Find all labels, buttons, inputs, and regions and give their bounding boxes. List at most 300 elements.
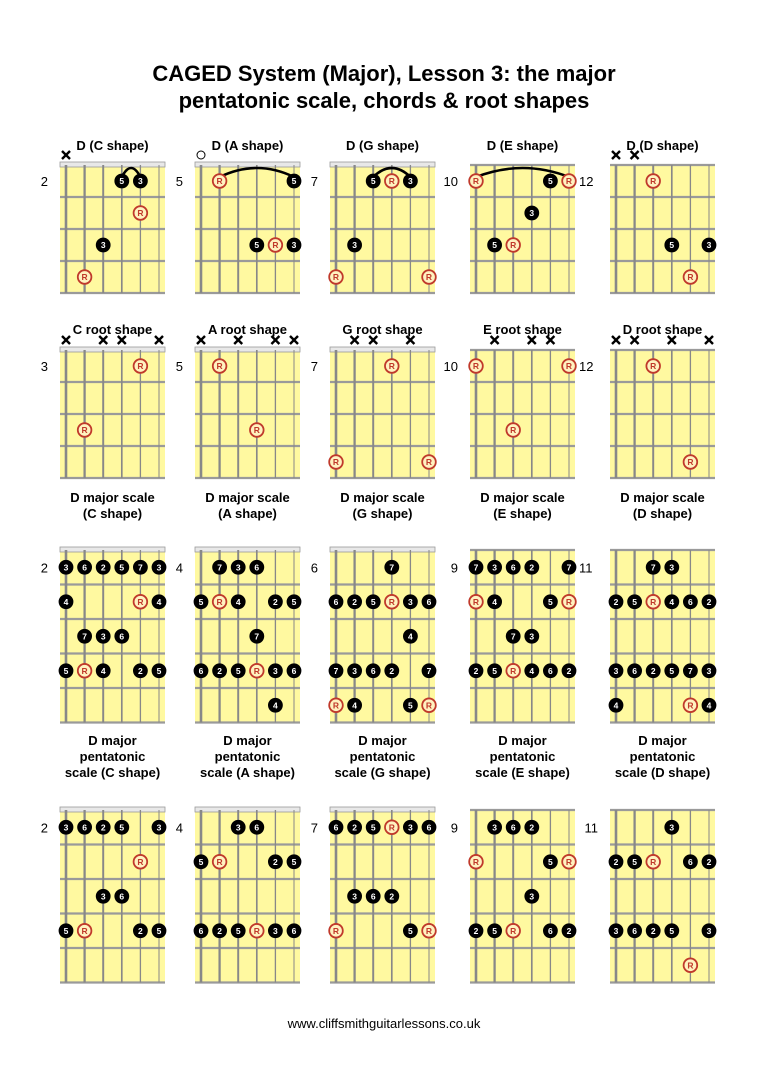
dot-label: 3	[613, 665, 619, 676]
nut	[330, 347, 435, 352]
dot-label: 4	[669, 596, 675, 607]
dot-label: 6	[632, 665, 637, 676]
root-note-dot	[469, 855, 483, 869]
dot-label: R	[216, 596, 223, 607]
dot-label: 5	[370, 822, 376, 833]
scale-degree-dot	[524, 820, 539, 835]
diagram-title: A root shape	[208, 322, 287, 337]
scale-degree-dot	[249, 820, 264, 835]
dot-label: 5	[370, 176, 376, 187]
diagram-title: pentatonic	[214, 749, 281, 764]
fretboard-diagram	[610, 322, 715, 478]
dot-label: 3	[100, 240, 106, 251]
scale-degree-dot	[231, 820, 246, 835]
dot-label: 2	[273, 596, 278, 607]
scale-degree-dot	[524, 629, 539, 644]
scale-degree-dot	[702, 663, 717, 678]
fretboard-diagram	[610, 138, 716, 293]
dot-label: 6	[198, 925, 204, 936]
diagram-title: E root shape	[483, 322, 562, 337]
root-note-dot	[250, 423, 264, 437]
diagram-title: D (G shape)	[346, 138, 419, 153]
root-note-dot	[329, 924, 343, 938]
dot-label: 2	[706, 596, 712, 607]
scale-degree-dot	[702, 238, 717, 253]
muted-string-x-icon	[612, 336, 620, 344]
scale-degree-dot	[329, 663, 344, 678]
root-note-dot	[506, 664, 520, 678]
dot-label: R	[81, 665, 88, 676]
scale-degree-dot	[366, 663, 381, 678]
dot-label: R	[388, 822, 395, 833]
scale-degree-dot	[114, 560, 129, 575]
dot-label: R	[650, 361, 657, 372]
diagram-title: D (A shape)	[211, 138, 284, 153]
dot-label: 4	[100, 665, 106, 676]
diagram-title: D major scale	[205, 490, 290, 505]
scale-degree-dot	[487, 560, 502, 575]
dot-label: R	[565, 176, 573, 187]
diagram-title: D root shape	[622, 322, 703, 337]
scale-degree-dot	[347, 698, 362, 713]
scale-degree-dot	[114, 820, 129, 835]
dot-label: R	[472, 596, 480, 607]
scale-degree-dot	[77, 560, 92, 575]
scale-degree-dot	[683, 854, 698, 869]
muted-string-x-icon	[528, 336, 536, 344]
fretboard-diagram	[451, 490, 593, 723]
scale-degree-dot	[231, 594, 246, 609]
root-note-dot	[646, 174, 660, 188]
scale-degree-dot	[347, 663, 362, 678]
scale-degree-dot	[702, 594, 717, 609]
dot-label: 3	[529, 631, 535, 642]
fretboard-background	[195, 550, 300, 723]
fret-number: 4	[175, 560, 183, 576]
dot-label: 3	[156, 562, 162, 573]
scale-degree-dot	[366, 174, 381, 189]
dot-label: 6	[510, 822, 516, 833]
scale-degree-dot	[664, 594, 679, 609]
dot-label: 5	[119, 176, 125, 187]
root-note-dot	[562, 855, 576, 869]
fretboard-diagram	[176, 733, 302, 983]
scale-degree-dot	[96, 629, 111, 644]
dot-label: 5	[492, 665, 497, 676]
dot-label: 6	[632, 925, 637, 936]
dot-label: R	[510, 665, 517, 676]
dot-label: 5	[63, 925, 69, 936]
dot-label: 3	[273, 665, 278, 676]
dot-label: 2	[613, 596, 619, 607]
dot-label: 6	[548, 665, 553, 676]
muted-string-x-icon	[62, 151, 70, 159]
scale-degree-dot	[524, 206, 539, 221]
dot-label: R	[216, 176, 223, 187]
muted-string-x-icon	[271, 336, 279, 344]
dot-label: 3	[235, 562, 241, 573]
dot-label: 5	[492, 240, 497, 251]
fret-number-right: 11	[579, 560, 593, 576]
dot-label: 2	[138, 665, 143, 676]
dot-label: 2	[100, 822, 106, 833]
root-note-dot	[469, 595, 483, 609]
scale-degree-dot	[403, 820, 418, 835]
dot-label: R	[472, 361, 480, 372]
muted-string-x-icon	[491, 336, 499, 344]
dot-label: 2	[100, 562, 106, 573]
dot-label: R	[687, 960, 694, 971]
dot-label: 3	[706, 665, 712, 676]
scale-degree-dot	[664, 663, 679, 678]
fret-number: 7	[310, 359, 318, 374]
fret-number: 9	[450, 560, 458, 576]
dot-label: 7	[217, 562, 222, 573]
dot-label: 6	[291, 925, 297, 936]
dot-label: 3	[706, 240, 712, 251]
nut	[60, 162, 165, 167]
fretboard-diagram	[41, 322, 165, 478]
dot-label: 6	[426, 822, 432, 833]
dot-label: 3	[291, 240, 297, 251]
scale-degree-dot	[249, 629, 264, 644]
scale-degree-dot	[329, 594, 344, 609]
dot-label: 3	[273, 925, 278, 936]
root-note-dot	[506, 423, 520, 437]
open-string-o-icon	[197, 151, 205, 159]
dot-label: 6	[82, 562, 87, 573]
root-note-dot	[562, 174, 576, 188]
dot-label: R	[216, 361, 223, 372]
dot-label: R	[332, 925, 340, 936]
fretboard-diagram	[176, 138, 302, 293]
dot-label: R	[272, 240, 279, 251]
dot-label: 6	[688, 596, 693, 607]
dot-label: 5	[119, 562, 125, 573]
scale-degree-dot	[487, 663, 502, 678]
scale-degree-dot	[506, 820, 521, 835]
root-note-dot	[329, 455, 343, 469]
fretboard-diagram	[311, 733, 437, 983]
dot-label: R	[472, 176, 480, 187]
dot-label: 2	[529, 562, 535, 573]
scale-degree-dot	[231, 923, 246, 938]
scale-degree-dot	[133, 923, 148, 938]
root-note-dot	[329, 270, 343, 284]
scale-degree-dot	[268, 663, 283, 678]
scale-degree-dot	[96, 560, 111, 575]
scale-degree-dot	[59, 594, 74, 609]
nut	[60, 547, 165, 552]
dot-label: 5	[408, 925, 413, 936]
scale-degree-dot	[268, 923, 283, 938]
dot-label: 3	[408, 596, 413, 607]
dot-label: 7	[254, 631, 260, 642]
dot-label: 6	[198, 665, 204, 676]
dot-label: R	[332, 700, 340, 711]
dot-label: 4	[613, 700, 619, 711]
nut	[330, 807, 435, 812]
diagram-title: D (E shape)	[486, 138, 559, 153]
dot-label: 3	[669, 822, 675, 833]
scale-degree-dot	[194, 923, 209, 938]
scale-degree-dot	[366, 820, 381, 835]
scale-degree-dot	[543, 594, 558, 609]
scale-degree-dot	[683, 594, 698, 609]
diagram-title: scale (E shape)	[475, 765, 570, 780]
dot-label: 5	[291, 176, 297, 187]
dot-label: 2	[217, 665, 222, 676]
scale-degree-dot	[562, 560, 577, 575]
muted-string-x-icon	[197, 336, 205, 344]
scale-degree-dot	[287, 923, 302, 938]
scale-degree-dot	[114, 889, 129, 904]
dot-label: 2	[273, 856, 278, 867]
root-note-dot	[422, 270, 436, 284]
root-note-dot	[684, 455, 698, 469]
scale-degree-dot	[114, 174, 129, 189]
scale-degree-dot	[562, 923, 577, 938]
fret-number: 2	[40, 560, 48, 576]
dot-label: 3	[100, 631, 106, 642]
dot-label: R	[425, 925, 433, 936]
dot-label: 6	[510, 562, 516, 573]
scale-degree-dot	[543, 854, 558, 869]
dot-label: 4	[706, 700, 712, 711]
diagram-title: D major scale	[340, 490, 425, 505]
dot-label: 2	[473, 665, 479, 676]
dot-label: 6	[370, 665, 376, 676]
root-note-dot	[646, 855, 660, 869]
diagram-title: (E shape)	[493, 506, 552, 521]
dot-label: 6	[254, 822, 260, 833]
dot-label: 6	[688, 856, 693, 867]
root-note-dot	[78, 270, 92, 284]
dot-label: 6	[119, 891, 125, 902]
dot-label: 3	[529, 208, 535, 219]
dot-label: 5	[370, 596, 376, 607]
root-note-dot	[269, 238, 283, 252]
dot-label: 2	[352, 596, 357, 607]
scale-degree-dot	[627, 663, 642, 678]
dot-label: 5	[632, 856, 637, 867]
dot-label: R	[137, 856, 144, 867]
dot-label: R	[332, 272, 340, 283]
diagram-title: D major	[498, 733, 547, 748]
dot-label: 2	[138, 925, 143, 936]
dot-label: 5	[119, 822, 125, 833]
dot-label: 3	[63, 562, 69, 573]
fretboard-background	[470, 550, 575, 723]
nut	[60, 807, 165, 812]
scale-degree-dot	[403, 629, 418, 644]
root-note-dot	[422, 455, 436, 469]
scale-degree-dot	[268, 594, 283, 609]
dot-label: R	[472, 856, 480, 867]
dot-label: 3	[492, 562, 497, 573]
fret-number: 5	[175, 174, 183, 189]
dot-label: 5	[291, 856, 297, 867]
scale-degree-dot	[506, 560, 521, 575]
dot-label: R	[137, 208, 144, 219]
scale-degree-dot	[609, 594, 624, 609]
dot-label: 4	[273, 700, 278, 711]
dot-label: R	[137, 361, 144, 372]
dot-label: R	[650, 176, 657, 187]
scale-degree-dot	[422, 594, 437, 609]
root-note-dot	[213, 595, 227, 609]
dot-label: R	[81, 425, 88, 436]
dot-label: 5	[254, 240, 260, 251]
dot-label: 3	[669, 562, 675, 573]
muted-string-x-icon	[546, 336, 554, 344]
dot-label: 5	[291, 596, 297, 607]
scale-degree-dot	[287, 663, 302, 678]
scale-degree-dot	[329, 820, 344, 835]
dot-label: 5	[548, 176, 553, 187]
diagram-title: scale (A shape)	[200, 765, 295, 780]
scale-degree-dot	[702, 698, 717, 713]
fret-number: 6	[310, 560, 318, 576]
root-note-dot	[250, 924, 264, 938]
scale-degree-dot	[194, 594, 209, 609]
dot-label: R	[388, 361, 395, 372]
scale-degree-dot	[524, 889, 539, 904]
scale-degree-dot	[268, 698, 283, 713]
scale-degree-dot	[59, 820, 74, 835]
scale-degree-dot	[384, 663, 399, 678]
fret-number-right: 12	[579, 174, 594, 189]
scale-degree-dot	[212, 663, 227, 678]
fretboard-diagram	[176, 490, 302, 723]
diagram-title: (G shape)	[352, 506, 413, 521]
fretboard-diagram	[444, 138, 594, 293]
scale-degree-dot	[664, 820, 679, 835]
root-note-dot	[646, 359, 660, 373]
muted-string-x-icon	[62, 336, 70, 344]
diagram-title: D (C shape)	[76, 138, 149, 153]
dot-label: R	[216, 856, 223, 867]
title-line-1: CAGED System (Major), Lesson 3: the major	[152, 61, 616, 86]
dot-label: 5	[408, 700, 413, 711]
scale-degree-dot	[543, 923, 558, 938]
dot-label: R	[510, 240, 517, 251]
dot-label: 6	[333, 822, 339, 833]
dot-label: 4	[235, 596, 241, 607]
diagram-title: D major	[223, 733, 272, 748]
scale-degree-dot	[249, 238, 264, 253]
scale-degree-dot	[152, 560, 167, 575]
root-note-dot	[385, 174, 399, 188]
dot-label: R	[565, 856, 573, 867]
diagram-title: C root shape	[72, 322, 153, 337]
dot-label: 6	[548, 925, 553, 936]
scale-degree-dot	[469, 663, 484, 678]
scale-degree-dot	[59, 923, 74, 938]
root-note-dot	[78, 924, 92, 938]
diagram-title: D major scale	[620, 490, 705, 505]
scale-degree-dot	[347, 820, 362, 835]
scale-degree-dot	[152, 820, 167, 835]
muted-string-x-icon	[668, 336, 676, 344]
dot-label: 2	[352, 822, 357, 833]
dot-label: 2	[650, 665, 656, 676]
dot-label: R	[510, 425, 517, 436]
root-note-dot	[134, 206, 148, 220]
scale-degree-dot	[212, 560, 227, 575]
scale-degree-dot	[403, 923, 418, 938]
dot-label: 2	[217, 925, 222, 936]
dot-label: 3	[492, 822, 497, 833]
root-note-dot	[422, 924, 436, 938]
scale-degree-dot	[96, 238, 111, 253]
diagram-title: G root shape	[342, 322, 423, 337]
dot-label: 5	[235, 925, 241, 936]
muted-string-x-icon	[612, 151, 620, 159]
scale-degree-dot	[487, 820, 502, 835]
root-note-dot	[684, 698, 698, 712]
dot-label: 4	[529, 665, 535, 676]
fretboard-diagram	[585, 733, 717, 983]
fretboard-diagram	[311, 322, 436, 478]
scale-degree-dot	[194, 663, 209, 678]
scale-degree-dot	[133, 174, 148, 189]
dot-label: 3	[235, 822, 241, 833]
dot-label: R	[253, 665, 260, 676]
dot-label: 2	[650, 925, 656, 936]
dot-label: 2	[706, 856, 712, 867]
scale-degree-dot	[384, 889, 399, 904]
scale-degree-dot	[403, 174, 418, 189]
scale-degree-dot	[487, 238, 502, 253]
diagram-title: D (D shape)	[626, 138, 699, 153]
dot-label: 7	[426, 665, 432, 676]
scale-degree-dot	[212, 923, 227, 938]
root-note-dot	[78, 664, 92, 678]
dot-label: 6	[119, 631, 125, 642]
dot-label: 2	[566, 925, 572, 936]
root-note-dot	[646, 595, 660, 609]
scale-degree-dot	[96, 820, 111, 835]
nut	[60, 347, 165, 352]
nut	[330, 547, 435, 552]
dot-label: 7	[389, 562, 395, 573]
root-note-dot	[134, 595, 148, 609]
root-note-dot	[562, 595, 576, 609]
website-footer: www.cliffsmithguitarlessons.co.uk	[287, 1016, 481, 1031]
root-note-dot	[250, 664, 264, 678]
root-note-dot	[329, 698, 343, 712]
diagram-title: D major	[88, 733, 137, 748]
fret-number: 2	[40, 820, 48, 836]
dot-label: 6	[333, 596, 339, 607]
scale-degree-dot	[487, 923, 502, 938]
dot-label: 7	[473, 562, 479, 573]
scale-degree-dot	[646, 923, 661, 938]
dot-label: R	[81, 925, 88, 936]
dot-label: 3	[352, 240, 357, 251]
dot-label: R	[137, 596, 144, 607]
dot-label: 6	[370, 891, 376, 902]
scale-degree-dot	[231, 560, 246, 575]
muted-string-x-icon	[99, 336, 107, 344]
fret-number: 10	[443, 359, 458, 374]
scale-degree-dot	[403, 594, 418, 609]
diagram-title: pentatonic	[79, 749, 146, 764]
fretboard-diagram	[444, 322, 594, 478]
muted-string-x-icon	[118, 336, 126, 344]
scale-degree-dot	[469, 560, 484, 575]
